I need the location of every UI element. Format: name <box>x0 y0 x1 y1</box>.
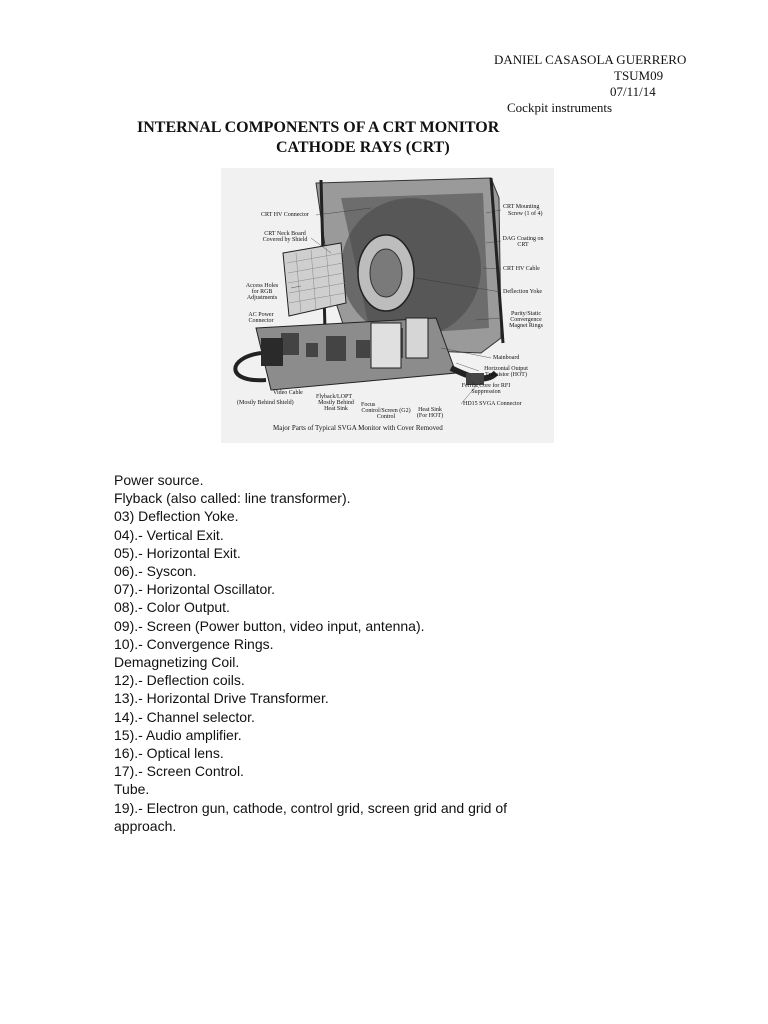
document-title: INTERNAL COMPONENTS OF A CRT MONITOR <box>137 119 500 136</box>
list-item: 07).- Horizontal Oscillator. <box>114 581 276 598</box>
list-item: 08).- Color Output. <box>114 599 230 616</box>
list-item: 16).- Optical lens. <box>114 745 224 762</box>
label-purity-static: Purity/Static Convergence Magnet Rings <box>509 311 543 329</box>
label-deflection-yoke: Deflection Yoke <box>503 289 542 295</box>
label-ferrite-core: Ferrite Core for RFI Suppression <box>461 383 511 395</box>
list-item: 19).- Electron gun, cathode, control grid, screen grid and grid of approach. <box>114 799 507 834</box>
label-mainboard: Mainboard <box>493 355 520 361</box>
label-dag-coating: DAG Coating on CRT <box>502 236 544 248</box>
label-screen-g2: Control/Screen (G2) Control <box>361 408 411 420</box>
component-list <box>114 471 554 835</box>
label-heat-sink-hot: Heat Sink (For HOT) <box>416 407 444 419</box>
course-code: TSUM09 <box>614 68 664 83</box>
label-crt-hv-cable: CRT HV Cable <box>503 266 540 272</box>
list-item: Flyback (also called: line transformer). <box>114 490 351 507</box>
label-flyback: Flyback/LOPT <box>316 394 352 400</box>
label-video-cable: Video Cable <box>273 390 303 396</box>
label-crt-neck-board: CRT Neck Board Covered by Shield <box>262 231 308 243</box>
list-item: 04).- Vertical Exit. <box>114 526 224 543</box>
list-item: 03) Deflection Yoke. <box>114 508 239 525</box>
list-item: Demagnetizing Coil. <box>114 654 240 671</box>
document-date: 07/11/14 <box>610 84 656 99</box>
label-access-holes: Access Holes for RGB Adjustments <box>245 283 279 301</box>
list-item: 15).- Audio amplifier. <box>114 726 242 743</box>
label-screw: Screw (1 of 4) <box>508 211 543 217</box>
list-item: 17).- Screen Control. <box>114 763 244 780</box>
crt-monitor-figure <box>221 168 554 443</box>
label-crt-hv-connector: CRT HV Connector <box>261 212 309 218</box>
list-item: 06).- Syscon. <box>114 563 197 580</box>
list-item: 10).- Convergence Rings. <box>114 635 274 652</box>
label-ac-power: AC Power Connector <box>248 312 274 324</box>
label-hot: Horizontal Output Transistor (HOT) <box>484 366 528 378</box>
label-focus: Focus <box>361 402 376 408</box>
author-name: DANIEL CASASOLA GUERRERO <box>494 52 687 67</box>
label-mostly-behind-heat-sink: Mostly Behind Heat Sink <box>318 400 354 412</box>
list-item: 12).- Deflection coils. <box>114 672 245 689</box>
list-item: 14).- Channel selector. <box>114 708 255 725</box>
figure-caption: Major Parts of Typical SVGA Monitor with Cover Removed <box>273 424 443 432</box>
label-crt-mounting: CRT Mounting <box>503 204 540 210</box>
label-hd15: HD15 SVGA Connector <box>463 401 522 407</box>
list-item: 09).- Screen (Power button, video input, antenna). <box>114 617 425 634</box>
document-subtitle: CATHODE RAYS (CRT) <box>276 139 450 156</box>
course-name: Cockpit instruments <box>507 100 613 115</box>
list-item: 05).- Horizontal Exit. <box>114 544 241 561</box>
label-mostly-behind-shield: (Mostly Behind Shield) <box>237 400 294 406</box>
list-item: 13).- Horizontal Drive Transformer. <box>114 690 329 707</box>
list-item: Tube. <box>114 781 150 798</box>
list-item: Power source. <box>114 472 204 488</box>
